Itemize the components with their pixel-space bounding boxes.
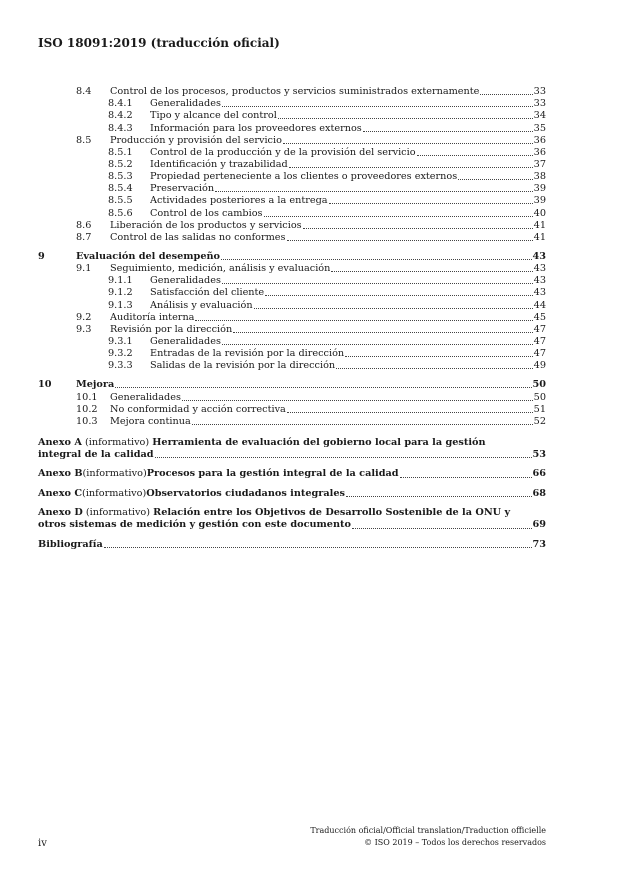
footer-notice bbox=[310, 825, 546, 849]
toc-entry-number: 8.5.2 bbox=[108, 158, 133, 170]
annex-type: (informativo) bbox=[84, 436, 150, 448]
annex-line-2 bbox=[38, 449, 546, 461]
bibliography-page: 73 bbox=[532, 538, 546, 550]
toc-entry-page: 36 bbox=[533, 146, 546, 158]
toc-entry-page: 43 bbox=[532, 250, 546, 262]
toc-entry-page: 45 bbox=[533, 311, 546, 323]
toc-entry[interactable] bbox=[38, 416, 546, 428]
toc-entry-page: 38 bbox=[533, 171, 546, 183]
toc-entry[interactable] bbox=[38, 312, 546, 324]
annex-title: Herramienta de evaluación del gobierno local para la gestión bbox=[152, 436, 486, 448]
annex-page: 53 bbox=[532, 449, 546, 461]
toc-entry[interactable] bbox=[38, 404, 546, 416]
toc-entry[interactable] bbox=[38, 220, 546, 232]
toc-annex-entry[interactable] bbox=[38, 468, 546, 480]
toc-entry[interactable] bbox=[38, 287, 546, 299]
toc-entry-number: 10 bbox=[38, 379, 52, 391]
dot-leader bbox=[346, 496, 532, 497]
toc-entry-title: Salidas de la revisión por la dirección bbox=[150, 360, 336, 372]
dot-leader bbox=[182, 400, 533, 401]
toc-entry-title: Control de las salidas no conformes bbox=[110, 231, 286, 243]
dot-leader bbox=[278, 118, 533, 119]
toc-entry-page: 47 bbox=[533, 335, 546, 347]
toc-entry-title: Propiedad perteneciente a los clientes o proveedores externos bbox=[150, 171, 458, 183]
annex-page: 66 bbox=[532, 468, 546, 480]
toc-entry-title: Control de la producción y de la provisión del servicio bbox=[150, 146, 416, 158]
toc-entry[interactable] bbox=[38, 263, 546, 275]
toc-entry[interactable] bbox=[38, 195, 546, 207]
dot-leader bbox=[363, 131, 533, 132]
dot-leader bbox=[233, 332, 532, 333]
dot-leader bbox=[336, 368, 533, 369]
page-number: iv bbox=[38, 838, 47, 849]
dot-leader bbox=[115, 387, 531, 388]
annex-page: 68 bbox=[532, 487, 546, 499]
toc-entry-number: 9.1.3 bbox=[108, 299, 133, 311]
dot-leader bbox=[480, 94, 532, 95]
toc-entry-number: 8.6 bbox=[76, 219, 92, 231]
toc-entry-number: 9.1 bbox=[76, 263, 92, 275]
dot-leader bbox=[222, 283, 533, 284]
dot-leader bbox=[458, 179, 532, 180]
dot-leader bbox=[195, 320, 532, 321]
toc-entry-number: 10.3 bbox=[76, 415, 98, 427]
toc-entry-page: 49 bbox=[533, 360, 546, 372]
toc-entry-title: Revisión por la dirección bbox=[110, 323, 233, 335]
toc-entry[interactable] bbox=[38, 183, 546, 195]
toc-entry[interactable] bbox=[38, 275, 546, 287]
toc-entry-page: 47 bbox=[533, 348, 546, 360]
dot-leader bbox=[417, 155, 533, 156]
dot-leader bbox=[264, 216, 533, 217]
dot-leader bbox=[283, 143, 533, 144]
toc-entry-page: 44 bbox=[533, 299, 546, 311]
toc-entry-number: 8.5.1 bbox=[108, 146, 133, 158]
dot-leader bbox=[265, 295, 533, 296]
dot-leader bbox=[222, 344, 533, 345]
toc-entry-number: 9.3.1 bbox=[108, 335, 133, 347]
annex-label: Anexo A bbox=[38, 436, 82, 448]
toc-entry-title: Información para los proveedores externos bbox=[150, 122, 362, 134]
annex-type: (informativo) bbox=[82, 468, 147, 480]
annex-page: 69 bbox=[532, 519, 546, 531]
toc-entry-title: Preservación bbox=[150, 183, 215, 195]
toc-entry-page: 37 bbox=[533, 158, 546, 170]
dot-leader bbox=[400, 477, 532, 478]
toc-entry[interactable] bbox=[38, 336, 546, 348]
toc-entry-title: Mejora continua bbox=[110, 415, 191, 427]
toc-entry[interactable] bbox=[38, 86, 546, 98]
toc-entry-title: Control de los procesos, productos y servicios suministrados externamente bbox=[110, 86, 480, 98]
toc-entry[interactable] bbox=[38, 360, 546, 372]
toc-entry[interactable] bbox=[38, 122, 546, 134]
toc-entry-title: Liberación de los productos y servicios bbox=[110, 219, 302, 231]
annex-title: Procesos para la gestión integral de la calidad bbox=[146, 468, 399, 480]
toc-entry-page: 40 bbox=[533, 207, 546, 219]
toc-entry-number: 8.5 bbox=[76, 134, 92, 146]
toc-entry-number: 8.5.6 bbox=[108, 207, 133, 219]
dot-leader bbox=[254, 308, 533, 309]
toc-entry-page: 35 bbox=[533, 122, 546, 134]
dot-leader bbox=[329, 203, 533, 204]
toc-annex-entry[interactable] bbox=[38, 488, 546, 500]
toc-entry[interactable] bbox=[38, 324, 546, 336]
toc-entry-number: 9.1.2 bbox=[108, 287, 133, 299]
toc-entry[interactable] bbox=[38, 98, 546, 110]
toc-entry-page: 43 bbox=[533, 263, 546, 275]
annex-title: Relación entre los Objetivos de Desarrollo Sostenible de la ONU y bbox=[153, 506, 511, 518]
toc-entry-number: 10.1 bbox=[76, 391, 98, 403]
toc-entry[interactable] bbox=[38, 135, 546, 147]
toc-entry-title: Generalidades bbox=[110, 391, 181, 403]
toc-entry-page: 34 bbox=[533, 110, 546, 122]
toc-entry[interactable] bbox=[38, 391, 546, 403]
annex-type: (informativo) bbox=[85, 506, 151, 518]
toc-entry-number: 8.4 bbox=[76, 86, 92, 98]
toc-entry-title: Mejora bbox=[76, 379, 115, 391]
annex-title-continued: otros sistemas de medición y gestión con este documento bbox=[38, 519, 351, 531]
toc-entry[interactable] bbox=[38, 348, 546, 360]
toc-entry-page: 50 bbox=[532, 379, 546, 391]
toc-entry-page: 43 bbox=[533, 287, 546, 299]
toc-entry-page: 33 bbox=[533, 98, 546, 110]
dot-leader bbox=[303, 228, 533, 229]
toc-entry-title: Auditoría interna bbox=[110, 311, 195, 323]
toc-entry-title: Control de los cambios bbox=[150, 207, 263, 219]
toc-entry-number: 9.3.3 bbox=[108, 360, 133, 372]
annex-line-1 bbox=[38, 437, 546, 449]
translation-note: Traducción oficial/Official translation/Traduction officielle bbox=[310, 826, 546, 835]
toc-entry[interactable] bbox=[38, 171, 546, 183]
toc-entry[interactable] bbox=[38, 232, 546, 244]
toc-entry[interactable] bbox=[38, 147, 546, 159]
toc-entry-number: 8.4.3 bbox=[108, 122, 133, 134]
dot-leader bbox=[192, 424, 533, 425]
toc-entry-page: 33 bbox=[533, 86, 546, 98]
toc-annex-entry[interactable] bbox=[38, 507, 546, 532]
toc-entry-page: 39 bbox=[533, 195, 546, 207]
toc-annex-entry[interactable] bbox=[38, 437, 546, 462]
toc-entry-title: Generalidades bbox=[150, 335, 221, 347]
toc-entry-page: 47 bbox=[533, 323, 546, 335]
toc-entry-number: 8.5.4 bbox=[108, 183, 133, 195]
bibliography-title: Bibliografía bbox=[38, 538, 103, 550]
toc-bibliography-entry[interactable] bbox=[38, 539, 546, 551]
copyright-notice: © ISO 2019 – Todos los derechos reservados bbox=[364, 838, 546, 847]
toc-entry-title: Entradas de la revisión por la dirección bbox=[150, 348, 345, 360]
toc-entry-title: Producción y provisión del servicio bbox=[110, 134, 282, 146]
dot-leader bbox=[287, 240, 533, 241]
toc-entry-number: 9.3 bbox=[76, 323, 92, 335]
toc-entry-title: Actividades posteriores a la entrega bbox=[150, 195, 328, 207]
toc-entry-page: 41 bbox=[533, 231, 546, 243]
page-header-title: ISO 18091:2019 (traducción oficial) bbox=[38, 36, 280, 50]
dot-leader bbox=[222, 106, 533, 107]
toc-entry-number: 9.3.2 bbox=[108, 348, 133, 360]
annex-type: (informativo) bbox=[82, 487, 147, 499]
annex-line-1 bbox=[38, 488, 546, 500]
toc-entry-title: Evaluación del desempeño bbox=[76, 250, 220, 262]
dot-leader bbox=[289, 167, 533, 168]
toc-entry-title: No conformidad y acción correctiva bbox=[110, 403, 286, 415]
toc-entry-page: 50 bbox=[533, 391, 546, 403]
toc-entry[interactable] bbox=[38, 251, 546, 263]
toc-entry-page: 36 bbox=[533, 134, 546, 146]
toc-entry-title: Seguimiento, medición, análisis y evaluación bbox=[110, 263, 331, 275]
toc-entry-number: 9.1.1 bbox=[108, 275, 133, 287]
toc-entry-page: 41 bbox=[533, 219, 546, 231]
dot-leader bbox=[155, 457, 532, 458]
annex-title-continued: integral de la calidad bbox=[38, 449, 154, 461]
toc-entry-number: 8.7 bbox=[76, 231, 92, 243]
toc-entry[interactable] bbox=[38, 159, 546, 171]
toc-entry-number: 8.4.2 bbox=[108, 110, 133, 122]
toc-entry-number: 9 bbox=[38, 250, 45, 262]
toc-entry-title: Análisis y evaluación bbox=[150, 299, 253, 311]
toc-entry-page: 52 bbox=[533, 415, 546, 427]
dot-leader bbox=[352, 528, 532, 529]
annex-label: Anexo C bbox=[38, 487, 83, 499]
toc-entry-title: Satisfacción del cliente bbox=[150, 287, 265, 299]
dot-leader bbox=[331, 271, 532, 272]
dot-leader bbox=[104, 547, 532, 548]
toc-entry-page: 39 bbox=[533, 183, 546, 195]
toc-entry[interactable] bbox=[38, 299, 546, 311]
annex-label: Anexo D bbox=[38, 506, 83, 518]
toc-entry-number: 9.2 bbox=[76, 311, 92, 323]
table-of-contents bbox=[38, 86, 546, 551]
annex-line-2 bbox=[38, 519, 546, 531]
annex-line-1 bbox=[38, 468, 546, 480]
annex-title: Observatorios ciudadanos integrales bbox=[146, 487, 345, 499]
annex-line-1 bbox=[38, 507, 546, 519]
toc-entry-title: Generalidades bbox=[150, 98, 221, 110]
dot-leader bbox=[221, 259, 532, 260]
bibliography-line bbox=[38, 539, 546, 551]
dot-leader bbox=[287, 412, 533, 413]
toc-entry-number: 10.2 bbox=[76, 403, 98, 415]
toc-entry-number: 8.4.1 bbox=[108, 98, 133, 110]
toc-entry[interactable] bbox=[38, 379, 546, 391]
toc-entry-page: 43 bbox=[533, 275, 546, 287]
toc-entry-number: 8.5.5 bbox=[108, 195, 133, 207]
toc-entry-title: Generalidades bbox=[150, 275, 221, 287]
toc-entry-title: Identificación y trazabilidad bbox=[150, 158, 288, 170]
dot-leader bbox=[345, 356, 533, 357]
toc-entry-page: 51 bbox=[533, 403, 546, 415]
toc-entry-number: 8.5.3 bbox=[108, 171, 133, 183]
annex-label: Anexo B bbox=[38, 468, 83, 480]
toc-entry[interactable] bbox=[38, 110, 546, 122]
dot-leader bbox=[215, 191, 533, 192]
toc-entry[interactable] bbox=[38, 207, 546, 219]
toc-entry-title: Tipo y alcance del control bbox=[150, 110, 277, 122]
